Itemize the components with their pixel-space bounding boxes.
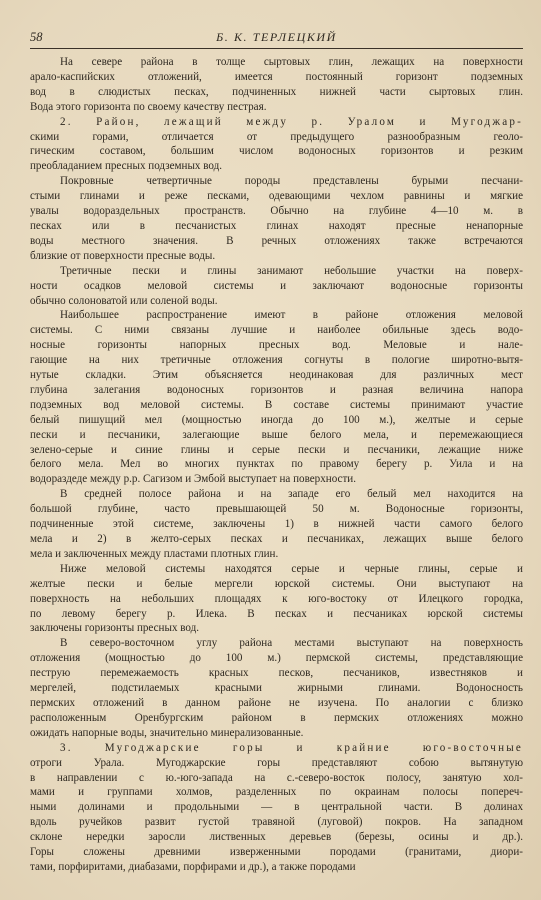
- text-line: гическим составом, большим числом водоносных горизонтов и резким: [30, 145, 523, 158]
- text-line: стыми глинами и реже песками, одевающими чехлом равнины и мягкие: [30, 190, 523, 203]
- text-line: большой глубине, часто превышающей 50 м. Водоносные горизонты,: [30, 503, 523, 516]
- text-line: желтые пески и белые мергели юрской системы. Они выступают на: [30, 577, 523, 590]
- text-line: носные горизонты напорных пресных вод. Меловые и нале-: [30, 339, 523, 352]
- text-line: поверхность на небольших площадях к юго-востоку от Илецкого городка,: [30, 592, 523, 605]
- text-line: водораздеде между р.р. Сагизом и Эмбой выступает на поверхности.: [30, 473, 357, 486]
- text-line: зелено-серые и синие глины и серые пески и песчаники, лежащие ниже: [30, 443, 523, 456]
- text-line: пеструю перемежаемость красных песков, песчаников, известняков и: [30, 667, 523, 680]
- text-line: Третичные пески и глины занимают небольшие участки на поверх-: [60, 264, 523, 277]
- text-line: подземных вод меловой системы. В составе системы принимают участие: [30, 398, 523, 411]
- running-head: [30, 28, 523, 49]
- text-line: расположенным Оренбургским районом в пермских отложениях можно: [30, 711, 523, 724]
- text-line: 2. Район, лежащий между р. Уралом и Мугоджар-: [60, 115, 523, 128]
- text-line: воды местного значения. В речных отложениях также встречаются: [30, 234, 523, 247]
- text-line: тами, порфиритами, диабазами, порфирами и др.), а также породами: [30, 860, 356, 873]
- text-line: в направлении с ю.-юго-запада на с.-северо-восток полосу, занятую хол-: [30, 771, 523, 784]
- text-line: близкие от поверхности пресные воды.: [30, 249, 216, 262]
- text-line: мела и заключенных между пластами плотных глин.: [30, 547, 279, 560]
- text-line: по левому берегу р. Илека. В песках и песчаниках юрской системы: [30, 607, 523, 620]
- text-line: В северо-восточном углу района местами выступают на поверхность: [60, 637, 523, 650]
- text-line: увалы водораздельных пространств. Обычно на глубине 4—10 м. в: [30, 205, 523, 218]
- text-line: ными долинами и продольными — в центральной части. В долинах: [30, 801, 523, 814]
- body-text: [30, 55, 523, 875]
- text-line: обычно солоноватой или соленой воды.: [30, 294, 218, 307]
- text-line: пески и песчаники, залегающие выше белого мела, и перемежающиеся: [30, 428, 523, 441]
- text-line: пермских отложений в данном районе не изучена. По аналогии с близко: [30, 696, 523, 709]
- text-line: мами и группами холмов, разделенных по окраинам полосы попереч-: [30, 786, 523, 799]
- text-line: 3. Мугоджарские горы и крайние юго-восточные: [60, 741, 523, 754]
- text-line: подчиненные этой системе, заключены 1) в нижней части самого белого: [30, 518, 523, 531]
- text-line: В средней полосе района и на западе его белый мел находится на: [60, 488, 523, 501]
- paragraph: [30, 636, 523, 740]
- paragraph: [30, 562, 523, 637]
- text-line: заключены горизонты пресных вод.: [30, 622, 200, 635]
- text-line: преобладанием пресных подземных вод.: [30, 160, 223, 173]
- text-line: скими горами, отличается от предыдущего разнообразным геоло-: [30, 130, 523, 143]
- paragraph: [30, 174, 523, 263]
- paragraph: [30, 55, 523, 115]
- paragraph: [30, 308, 523, 487]
- text-line: гающие на них третичные отложения согнуты в пологие широтно-вытя-: [30, 354, 523, 367]
- text-line: склоне нередки заросли лиственных деревьев (березы, осины и др.).: [30, 831, 523, 844]
- paragraph: [30, 741, 523, 875]
- text-line: Ниже меловой системы находятся серые и черные глины, серые и: [60, 562, 523, 575]
- text-line: На севере района в толще сыртовых глин, лежащих на поверхности: [60, 56, 523, 68]
- text-line: глубина залегания водоносных горизонтов и разная величина напора: [30, 383, 523, 396]
- paragraph: [30, 487, 523, 562]
- text-line: отроги Урала. Мугоджарские горы представляют собою вытянутую: [30, 756, 523, 769]
- page-number: 58: [30, 30, 43, 44]
- text-line: вод в слюдистых песках, подчиненных нижней части сыртовых глин.: [30, 85, 523, 98]
- text-line: песках или в песчанистых глинах находят пресные ненапорные: [30, 219, 523, 232]
- text-line: системы. С ними связаны лучшие и наиболее обильные здесь водо-: [30, 324, 523, 337]
- text-line: Наибольшее распространение имеют в районе отложения меловой: [60, 309, 523, 322]
- text-line: нутые складки. Этим объясняется неодинаковая для различных мест: [30, 369, 523, 382]
- text-line: Покровные четвертичные породы представлены бурыми песчани-: [60, 175, 523, 188]
- paragraph: [30, 264, 523, 309]
- running-title: Б. К. ТЕРЛЕЦКИЙ: [216, 30, 337, 44]
- text-line: арало-каспийских отложений, имеется постоянный горизонт подземных: [30, 70, 523, 83]
- text-line: отложения (мощностью до 100 м.) пермской системы, представляющие: [30, 652, 523, 665]
- text-line: вдоль ручейков развит густой травяной (луговой) покров. На западном: [30, 816, 523, 829]
- text-line: Вода этого горизонта по своему качеству пестрая.: [30, 100, 267, 113]
- text-line: Горы сложены древними изверженными породами (гранитами, диори-: [30, 846, 523, 859]
- text-line: мела и 2) в желто-серых песках и песчаниках, лежащих выше белого: [30, 533, 523, 545]
- paragraph: [30, 115, 523, 175]
- text-line: белый пишущий мел (мощностью иногда до 100 м.), желтые и серые: [30, 413, 523, 426]
- text-line: белого мела. Мел во многих пунктах по правому берегу р. Уила и на: [30, 458, 523, 471]
- text-line: ожидать напорные воды, значительно минерализованные.: [30, 726, 304, 739]
- text-line: ности осадков меловой системы и заключают водоносные горизонты: [30, 279, 523, 292]
- text-line: мергелей, подстилаемых красными жирными глинами. Водоносность: [30, 682, 523, 695]
